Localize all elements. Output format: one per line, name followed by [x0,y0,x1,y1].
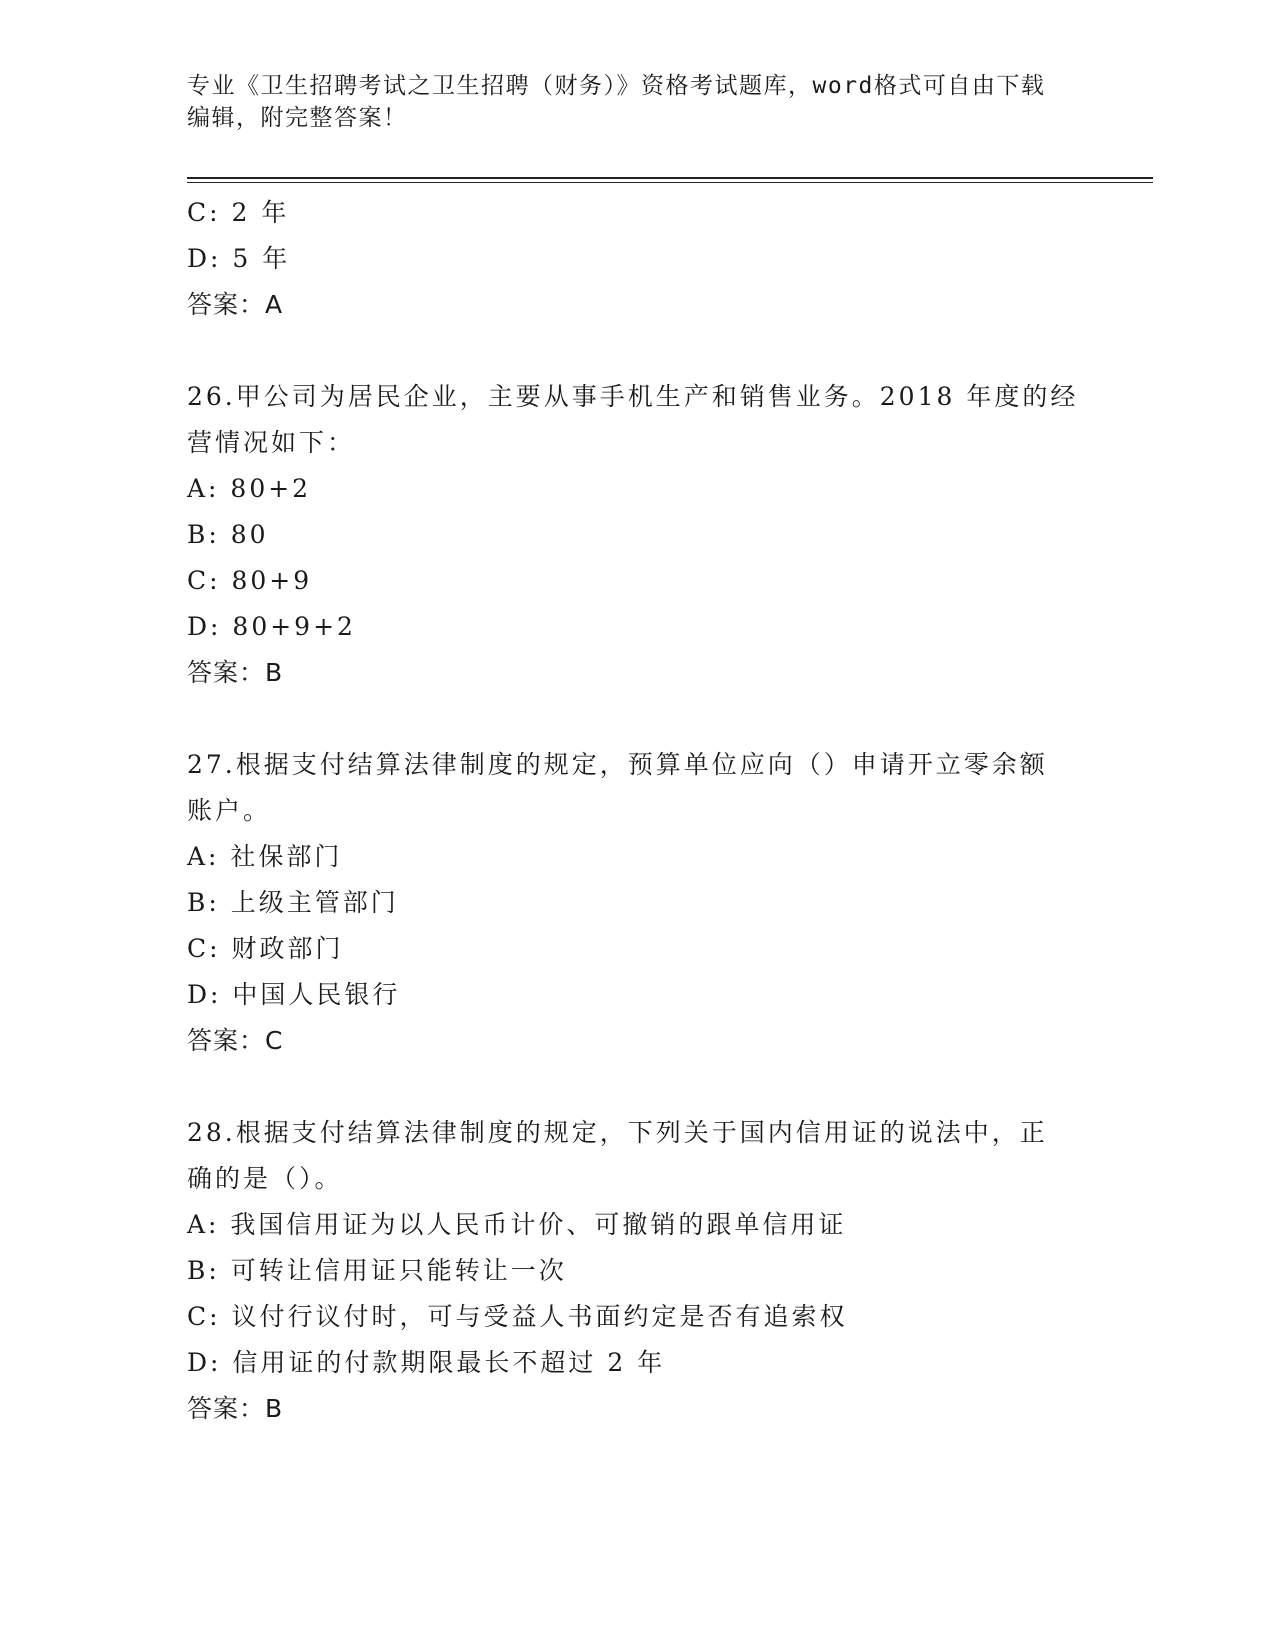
option-d: D: 5 年 [187,244,291,273]
document-body [187,190,1087,1432]
question-27 [187,742,1087,1064]
continued-question [187,190,1087,328]
header-divider [187,177,1153,179]
question-text: 28.根据支付结算法律制度的规定，下列关于国内信用证的说法中，正 [187,1118,1048,1147]
option-c: C: 财政部门 [187,934,344,963]
question-26 [187,374,1087,696]
question-text-continued: 营情况如下： [187,428,356,457]
option-b: B: 上级主管部门 [187,888,399,917]
header-line-2: 编辑，附完整答案！ [187,105,408,131]
question-text: 27.根据支付结算法律制度的规定，预算单位应向（）申请开立零余额 [187,750,1048,779]
answer-line: 答案：B [187,658,284,687]
question-text-continued: 确的是（）。 [187,1164,343,1193]
option-d: D: 中国人民银行 [187,980,401,1009]
question-text-continued: 账户。 [187,796,272,825]
answer-line: 答案：C [187,1026,284,1055]
header-line-1: 专业《卫生招聘考试之卫生招聘（财务）》资格考试题库，word格式可自由下载 [187,73,1046,99]
option-a: A: 我国信用证为以人民币计价、可撤销的跟单信用证 [187,1210,847,1239]
header-divider-thin [187,182,1153,183]
option-b: B: 80 [187,520,269,549]
answer-line: 答案：B [187,1394,284,1423]
answer-line: 答案：A [187,290,284,319]
option-a: A: 社保部门 [187,842,343,871]
option-d: D: 80+9+2 [187,612,356,641]
document-header [187,70,1067,134]
option-d: D: 信用证的付款期限最长不超过 2 年 [187,1348,666,1377]
option-b: B: 可转让信用证只能转让一次 [187,1256,567,1285]
option-a: A: 80+2 [187,474,312,503]
option-c: C: 2 年 [187,198,290,227]
option-c: C: 议付行议付时，可与受益人书面约定是否有追索权 [187,1302,848,1331]
question-text: 26.甲公司为居民企业，主要从事手机生产和销售业务。2018 年度的经 [187,382,1079,411]
option-c: C: 80+9 [187,566,313,595]
question-28 [187,1110,1087,1432]
